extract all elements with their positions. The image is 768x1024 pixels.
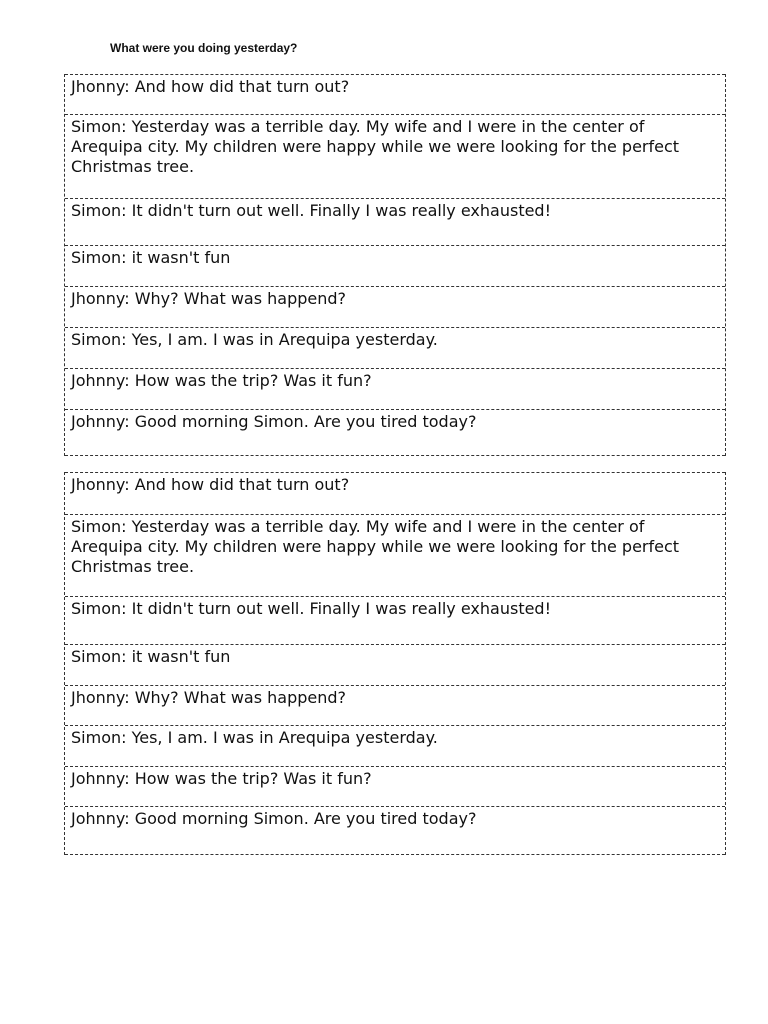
strip-8: Johnny: Good morning Simon. Are you tired today? bbox=[65, 806, 725, 855]
strip-1: Jhonny: And how did that turn out? bbox=[65, 74, 725, 114]
strip-5: Jhonny: Why? What was happend? bbox=[65, 685, 725, 725]
strip-6: Simon: Yes, I am. I was in Arequipa yesterday. bbox=[65, 327, 725, 368]
strip-7: Johnny: How was the trip? Was it fun? bbox=[65, 368, 725, 409]
strip-7: Johnny: How was the trip? Was it fun? bbox=[65, 766, 725, 806]
strip-6: Simon: Yes, I am. I was in Arequipa yesterday. bbox=[65, 725, 725, 766]
strip-5: Jhonny: Why? What was happend? bbox=[65, 286, 725, 327]
strip-3: Simon: It didn't turn out well. Finally I was really exhausted! bbox=[65, 198, 725, 245]
page-title: What were you doing yesterday? bbox=[110, 41, 298, 55]
dialogue-strips-block-1 bbox=[64, 74, 726, 456]
dialogue-strips-block-2 bbox=[64, 472, 726, 855]
strip-2: Simon: Yesterday was a terrible day. My wife and I were in the center of Arequipa city. My children were happy while we were looking for the perfect Christmas tree. bbox=[65, 514, 725, 596]
strip-4: Simon: it wasn't fun bbox=[65, 644, 725, 685]
strip-1: Jhonny: And how did that turn out? bbox=[65, 472, 725, 514]
strip-4: Simon: it wasn't fun bbox=[65, 245, 725, 286]
strip-8: Johnny: Good morning Simon. Are you tired today? bbox=[65, 409, 725, 456]
strip-2: Simon: Yesterday was a terrible day. My wife and I were in the center of Arequipa city. My children were happy while we were looking for the perfect Christmas tree. bbox=[65, 114, 725, 198]
strip-3: Simon: It didn't turn out well. Finally I was really exhausted! bbox=[65, 596, 725, 644]
